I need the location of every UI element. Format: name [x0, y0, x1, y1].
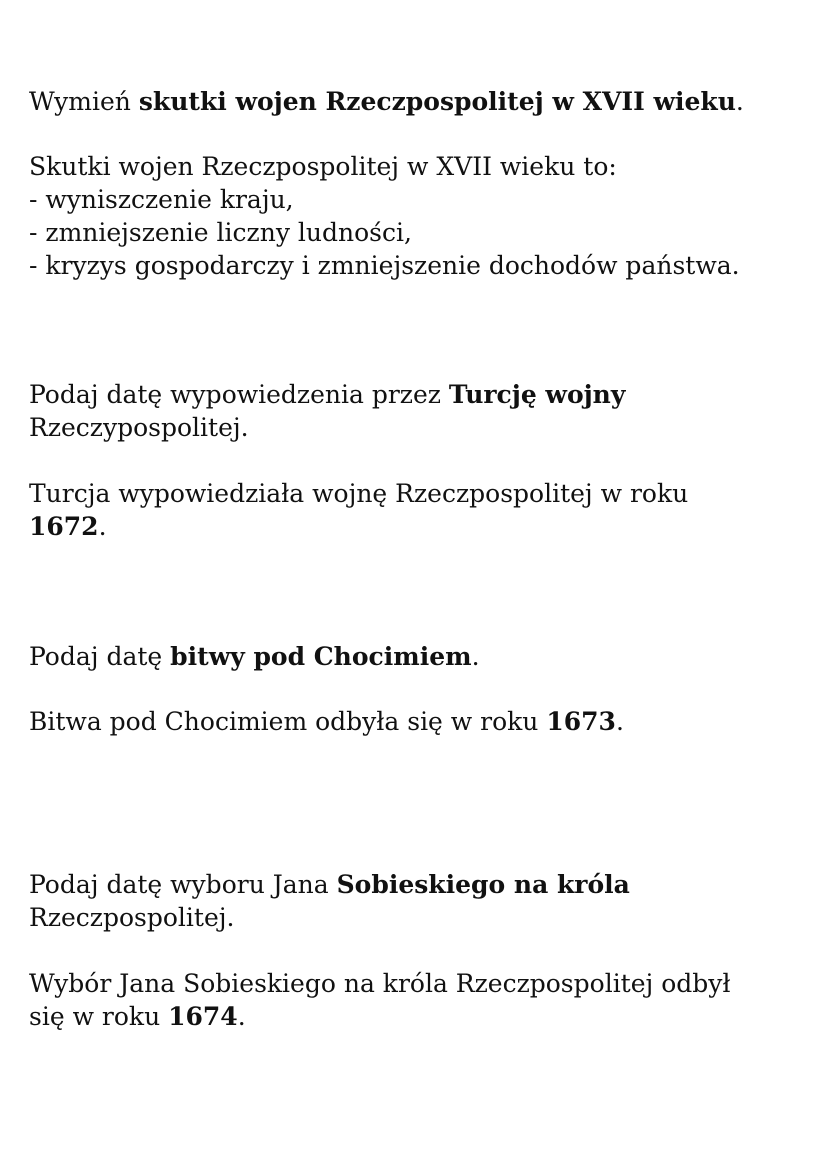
answer-3-year: 1673: [546, 707, 616, 736]
answer-2: [29, 477, 819, 543]
question-4-line2: Rzeczpospolitej.: [29, 903, 235, 932]
question-2-line2: Rzeczypospolitej.: [29, 413, 249, 442]
answer-4-punct: .: [237, 1002, 246, 1031]
answer-4-year: 1674: [168, 1002, 238, 1031]
answer-4-text: Wybór Jana Sobieskiego na króla Rzeczpospolitej odbył: [29, 969, 731, 998]
answer-1-intro: Skutki wojen Rzeczpospolitej w XVII wieku to:: [29, 152, 617, 181]
question-2-keyword: Turcję wojny: [448, 380, 626, 409]
answer-2-punct: .: [98, 512, 107, 541]
question-1-keyword: skutki wojen Rzeczpospolitej w XVII wieku: [138, 87, 736, 116]
answer-3: [29, 705, 819, 738]
answer-2-text: Turcja wypowiedziała wojnę Rzeczpospolitej w roku: [29, 479, 689, 508]
answer-4: [29, 967, 819, 1033]
answer-3-text: Bitwa pod Chocimiem odbyła się w roku: [29, 707, 547, 736]
question-1-punct: .: [735, 87, 744, 116]
question-1-text: Wymień: [29, 87, 139, 116]
answer-4-text-2: się w roku: [29, 1002, 169, 1031]
question-3-punct: .: [471, 642, 480, 671]
question-4-keyword: Sobieskiego na króla: [336, 870, 630, 899]
question-2-text: Podaj datę wypowiedzenia przez: [29, 380, 449, 409]
question-4-text: Podaj datę wyboru Jana: [29, 870, 337, 899]
question-2: [29, 378, 819, 444]
answer-1-item: - kryzys gospodarczy i zmniejszenie dochodów państwa.: [29, 251, 740, 280]
question-4: [29, 868, 819, 934]
question-3: [29, 640, 819, 673]
question-3-text: Podaj datę: [29, 642, 171, 671]
question-3-keyword: bitwy pod Chocimiem: [170, 642, 472, 671]
question-1: [29, 85, 819, 118]
answer-3-punct: .: [615, 707, 624, 736]
answer-1-item: - wyniszczenie kraju,: [29, 185, 294, 214]
answer-2-year: 1672: [29, 512, 99, 541]
answer-1-item: - zmniejszenie liczny ludności,: [29, 218, 412, 247]
answer-1: [29, 150, 819, 282]
